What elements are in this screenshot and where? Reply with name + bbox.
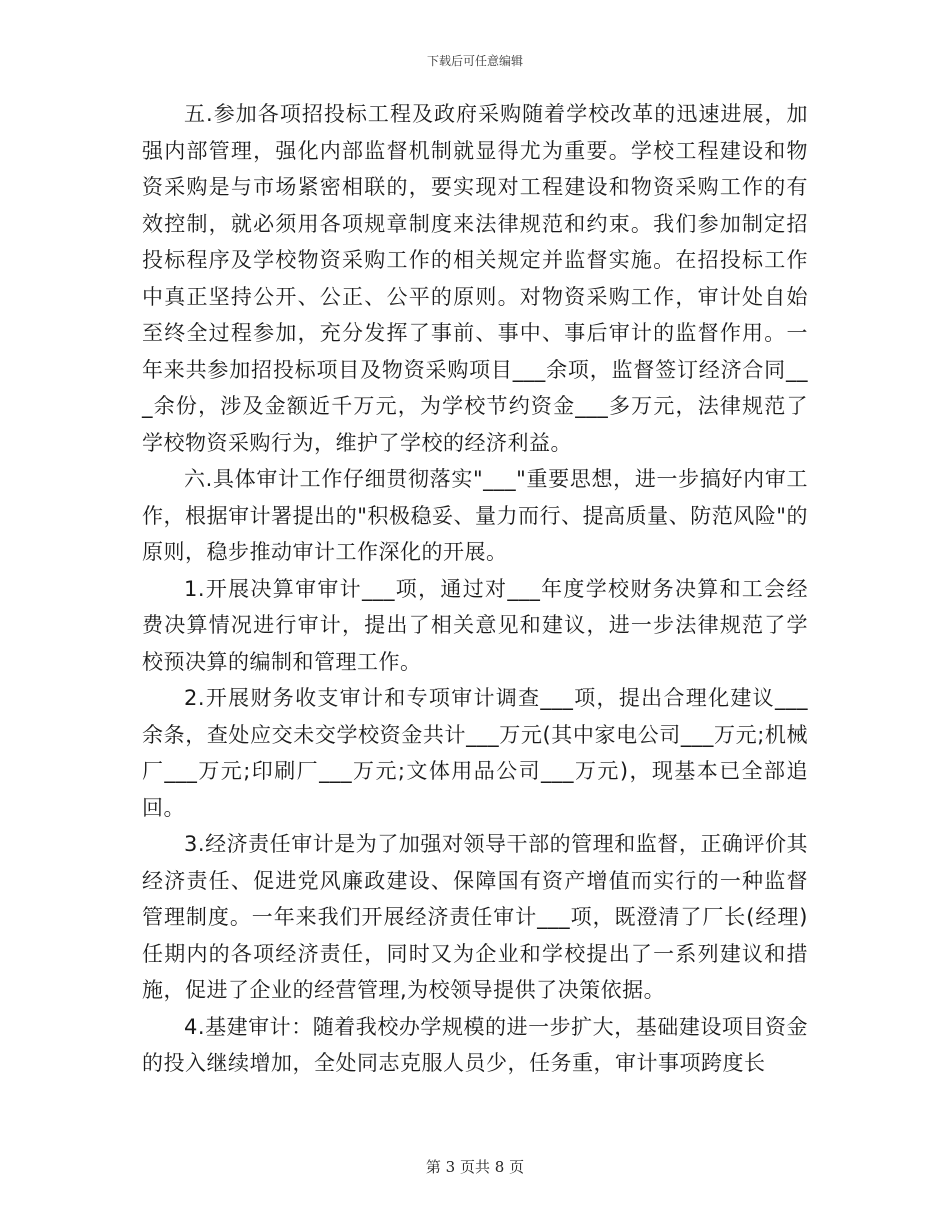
paragraph-construction-audit: 4.基建审计：随着我校办学规模的进一步扩大，基础建设项目资金的投入继续增加，全处同志克服人员少，任务重，审计事项跨度长 [142, 1014, 808, 1075]
paragraph-procurement: 五.参加各项招投标工程及政府采购随着学校改革的迅速进展，加强内部管理，强化内部监督机制就显得尤为重要。学校工程建设和物资采购是与市场紧密相联的，要实现对工程建设和物资采购工作的有效控制，就必须用各项规章制度来法律规范和约束。我们参加制定招投标程序及学校物资采购工作的相关规定并监督实施。在招投标工作中真正坚持公开、公正、公平的原则。对物资采购工作，审计处自始至终全过程参加，充分发挥了事前、事中、事后审计的监督作用。一年来共参加招投标项目及物资采购项目___余项，监督签订经济合同___余份，涉及金额近千万元，为学校节约资金___多万元，法律规范了学校物资采购行为，维护了学校的经济利益。 [142, 102, 808, 455]
paragraph-financial-audit: 2.开展财务收支审计和专项审计调查___项，提出合理化建议___余条，查处应交未交学校资金共计___万元(其中家电公司___万元;机械厂___万元;印刷厂___万元;文体用品公司___万元)，现基本已全部追回。 [142, 686, 808, 820]
page-footer: 第 3 页共 8 页 [425, 1158, 525, 1176]
document-body [142, 96, 808, 1082]
paragraph-audit-work: 六.具体审计工作仔细贯彻落实"___"重要思想，进一步搞好内审工作，根据审计署提出的"积极稳妥、量力而行、提高质量、防范风险"的原则，稳步推动审计工作深化的开展。 [142, 467, 808, 564]
page-header: 下载后可任意编辑 [426, 54, 523, 68]
paragraph-economic-responsibility-audit: 3.经济责任审计是为了加强对领导干部的管理和监督，正确评价其经济责任、促进党风廉政建设、保障国有资产增值而实行的一种监督管理制度。一年来我们开展经济责任审计___项，既澄清了厂长(经理)任期内的各项经济责任，同时又为企业和学校提出了一系列建议和措施，促进了企业的经营管理,为校领导提供了决策依据。 [142, 832, 808, 1002]
paragraph-final-accounts-audit: 1.开展决算审审计___项，通过对___年度学校财务决算和工会经费决算情况进行审计，提出了相关意见和建议，进一步法律规范了学校预决算的编制和管理工作。 [142, 576, 808, 674]
